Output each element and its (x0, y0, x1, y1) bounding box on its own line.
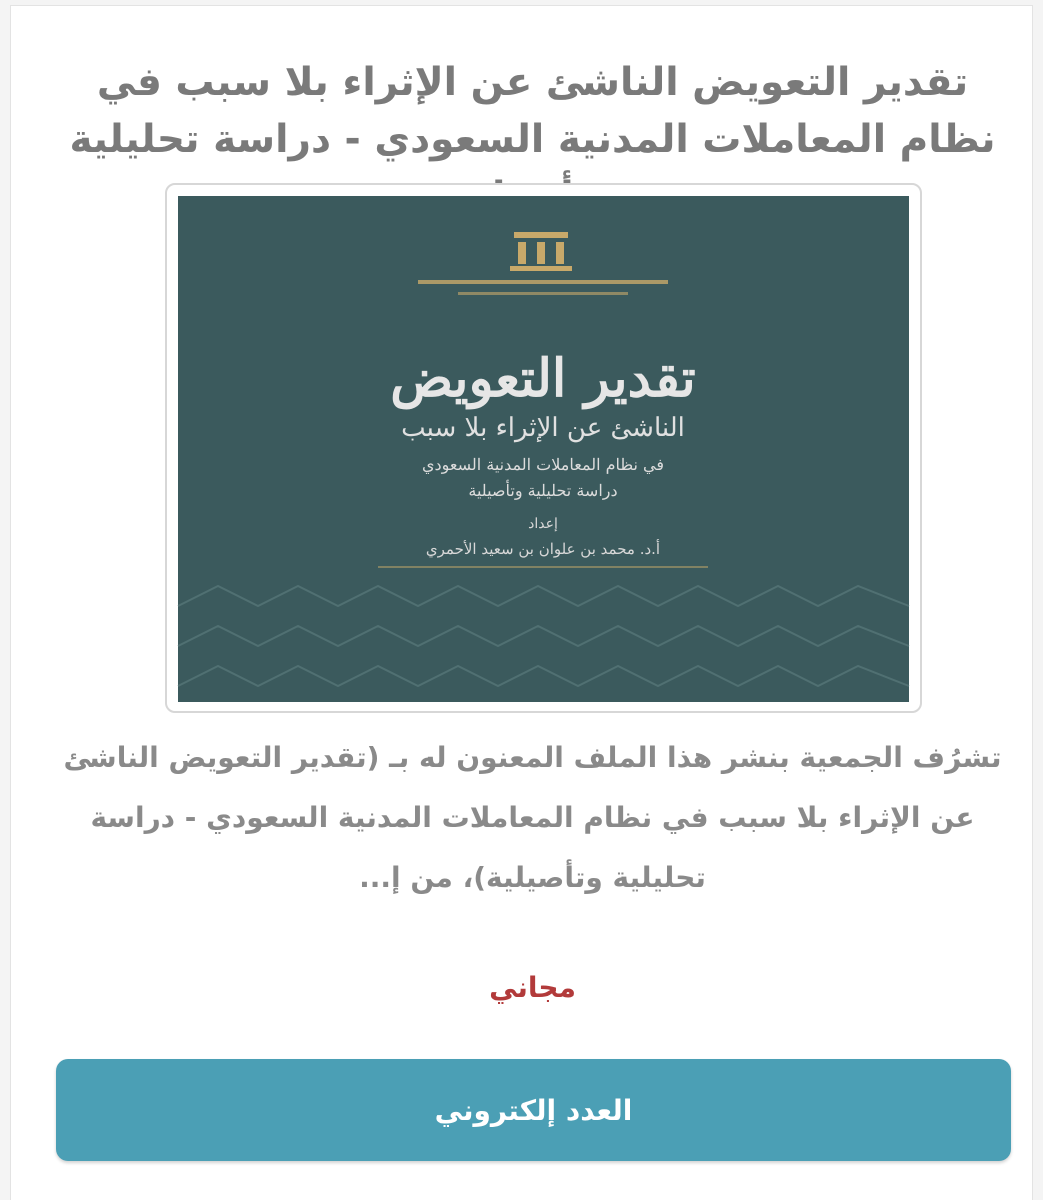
cover-prepared-by: إعداد (528, 516, 558, 532)
book-cover-image[interactable] (178, 196, 909, 702)
price-label: مجاني (489, 971, 576, 1004)
electronic-edition-button[interactable]: العدد إلكتروني (56, 1059, 1011, 1161)
cover-subtitle: الناشئ عن الإثراء بلا سبب (401, 413, 685, 443)
cover-line3: في نظام المعاملات المدنية السعودي (421, 455, 665, 474)
cover-author: أ.د. محمد بن علوان بن سعيد الأحمري (425, 540, 661, 558)
product-title[interactable]: تقدير التعويض الناشئ عن الإثراء بلا سبب في نظام المعاملات المدنية السعودي - دراسة تحليلية (69, 60, 996, 162)
book-cover-art (178, 196, 909, 702)
cover-image-frame[interactable] (165, 183, 922, 713)
product-description: تشرُف الجمعية بنشر هذا الملف المعنون له بـ (تقدير التعويض الناشئ عن الإثراء بلا سبب في نظام المعاملات المدنية السعودي - دراسة تحليلية وتأصيلية)، من إ... (63, 741, 1002, 894)
cover-line4: دراسة تحليلية وتأصيلية (468, 481, 618, 500)
cover-main-title: تقدير التعويض (390, 348, 696, 409)
product-card (10, 5, 1033, 1200)
